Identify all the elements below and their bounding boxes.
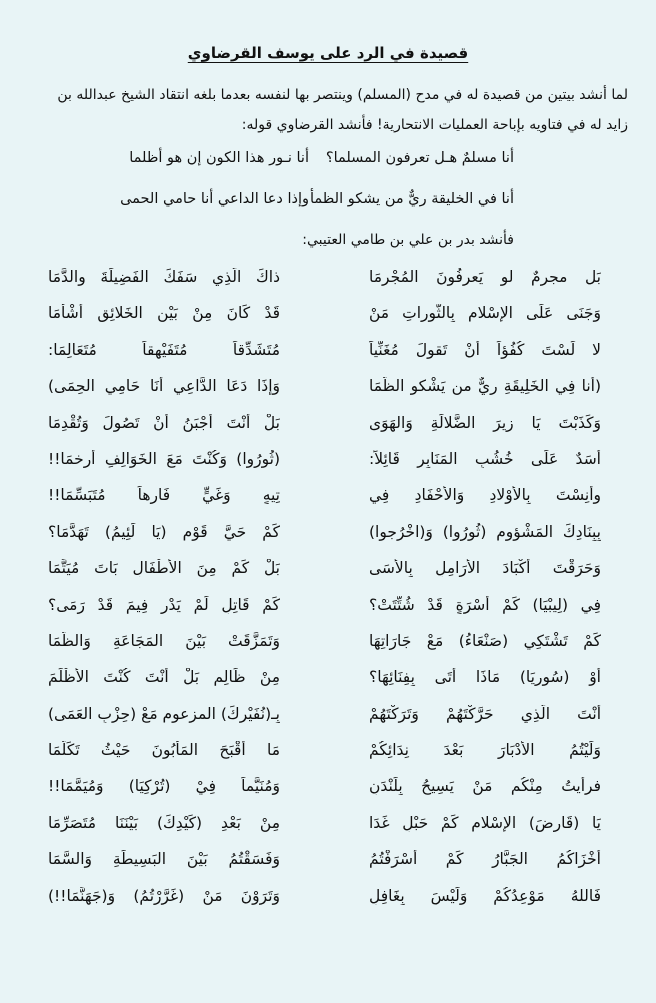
page-title: قصيدة في الرد على يوسف القرضاوي xyxy=(187,44,469,62)
verse-row xyxy=(0,262,656,298)
verse-first-hemistich: أَسَدٌ عَلَى خُشُبِ المَنَابِرِ قَائِلاً: xyxy=(369,449,601,468)
verse-row xyxy=(0,371,656,407)
verse-first-hemistich: أَوْ (سُورِيَا) مَاذَا أَتَى بِفِنَائِهَا؟ xyxy=(369,668,601,687)
verse-row xyxy=(0,735,656,771)
verse-second-hemistich: وَتَرَوْنَ مَنْ (غَرَّرْتُمُ) وَ(جَهَنَّمَا!!) xyxy=(48,886,280,905)
verse-row xyxy=(0,662,656,698)
verse-second-hemistich: وَفَسَقْتُمُ بَيْنَ البَسِيطَةِ وَالسَّمَا xyxy=(48,850,280,869)
verse-first-hemistich: فَاللهُ مَوْعِدُكُمْ وَلَيْسَ بِغَافِلٍ xyxy=(369,886,601,905)
verse-first-hemistich: أنا مسلمٌ هـل تعرفون المسلما؟ xyxy=(325,150,514,166)
verse-second-hemistich: بِـ(نُفَيْرِكَ) المزعوم مَعْ (حِزْبِ العَمَى) xyxy=(48,704,280,723)
verse-row xyxy=(0,553,656,589)
verse-second-hemistich: أنا نـور هذا الكون إن هو أظلما xyxy=(129,150,309,166)
verse-second-hemistich: بَلْ كَمْ مِنَ الأَطْفَالِ بَاتَ مُيَتَّمَا xyxy=(48,559,280,578)
intro-paragraph xyxy=(28,80,628,140)
verse-row xyxy=(0,408,656,444)
verse-row xyxy=(0,808,656,844)
verse-second-hemistich: بَلْ أَنْتَ أَجْبَنُ أَنْ تَصُولَ وَتُقْدِمَا xyxy=(48,413,280,432)
attribution-line: فأنشد بدر بن علي بن طامي العتيبي: xyxy=(302,232,514,248)
verse-first-hemistich: بَل مجرمٌ لو يَعرِفُونَ المُجْرِمَا xyxy=(369,268,601,286)
verse-row xyxy=(0,191,656,232)
verse-row xyxy=(0,517,656,553)
verse-first-hemistich: أنا في الخليقة ريٌّ من يشكو الظمأ xyxy=(309,191,514,207)
verse-first-hemistich: لا لَسْتَ كُفُؤاً أَنْ تَقولَ مُغَنِّياً xyxy=(369,340,601,359)
verse-first-hemistich: (أَنا فِي الخَلِيقَةِ رِيٌّ من يَشْكو الظَّمَا xyxy=(369,377,601,396)
verse-row xyxy=(0,881,656,917)
verse-row xyxy=(0,298,656,334)
verse-row xyxy=(0,771,656,807)
verse-second-hemistich: مِنْ بَعْدِ (كَيْدِكَ) بَيْنَنَا مُتَصَرِّمَا xyxy=(48,813,280,832)
response-verses xyxy=(0,262,656,917)
verse-row xyxy=(0,626,656,662)
verse-row xyxy=(0,150,656,191)
verse-row xyxy=(0,335,656,371)
verse-second-hemistich: مِنْ ظَالِمٍ بَلْ أَنْتَ كُنْتَ الأَظْلَمَ xyxy=(48,668,280,687)
verse-second-hemistich: وإذا دعا الداعي أنا حامي الحمى xyxy=(120,191,309,207)
verse-row xyxy=(0,444,656,480)
verse-second-hemistich: تِيهٍ وَغَيٍّ فَارِهاً مُتَبَسِّمَا!! xyxy=(48,486,280,505)
verse-second-hemistich: كَمْ قَاتِلٍ لَمْ يَدْرِ فِيمَ قَدْ رَمَى؟ xyxy=(48,595,280,614)
verse-row xyxy=(0,699,656,735)
verse-first-hemistich: فِي (لِيبْيَا) كَمْ أُسْرَةٍ قَدْ شُتِّتَتْ؟ xyxy=(369,595,601,614)
verse-second-hemistich: (ثُورُوا) وَكُنْتَ مَعَ الخَوَالِفِ أرخمَا!! xyxy=(48,449,280,468)
intro-line: لما أنشد بيتين من قصيدة له في مدح (المسلم) وينتصر بها لنفسه بعدما بلغه انتقاد الشيخ عبدالله بن xyxy=(57,87,628,103)
verse-second-hemistich: ذاكَ الَّذِي سَفَكَ الفَضِيلَةَ والدَّمَا xyxy=(48,268,280,286)
verse-second-hemistich: وَإِذَا دَعَا الدَّاعِي أَنَا حَامِي الحِمَى) xyxy=(48,377,280,396)
verse-second-hemistich: مَا أَقْبَحَ المَأْبُونَ حَيْثُ تَكَلَّمَا xyxy=(48,741,280,760)
verse-second-hemistich: وَتَمَزَّقَتْ بَيْنَ المَجَاعَةِ وَالظَّمَا xyxy=(48,631,280,650)
verse-second-hemistich: مُتَشَدِّقاً مُتَفَيْهِقاً مُتَعَالِمَا: xyxy=(48,340,280,359)
verse-second-hemistich: وَمُنَيَّماً فِيْ (تُرْكِيَا) وَمُيَمَّمَا!! xyxy=(48,777,280,796)
verse-first-hemistich: أَخْزَاكُمُ الجَبَّارُ كَمْ أَسْرَفْتُمُ xyxy=(369,850,601,869)
verse-row xyxy=(0,480,656,516)
qaradawi-verses xyxy=(0,150,656,232)
verse-first-hemistich: بِبِنَادِكَ المَشْؤومِ (ثُورُوا) وَ(اخْرُجوا) xyxy=(369,522,601,541)
verse-first-hemistich: فرأيتُ مِنْكُم مَنْ يَسِيحُ بِلَنْدَنٍ xyxy=(369,777,601,796)
verse-first-hemistich: وَجَنَى عَلَى الإِسْلامِ بِالثَّوراتِ مَنْ xyxy=(369,304,601,323)
verse-row xyxy=(0,844,656,880)
verse-first-hemistich: وَكَذَبْتَ يَا زِيرَ الضَّلالَةِ وَالهَوَى xyxy=(369,413,601,432)
intro-line: زايد له في فتاويه بإباحة العمليات الانتحارية! فأنشد القرضاوي قوله: xyxy=(241,117,628,133)
verse-second-hemistich: كَمْ حَيَّ قَوْمٍ (يَا لَئِيمُ) تَهَدَّمَا؟ xyxy=(48,522,280,541)
verse-row xyxy=(0,590,656,626)
verse-first-hemistich: يَا (قَارِضَ) الإِسْلامِ كَمْ حَبْلٍ غَدَا xyxy=(369,813,601,832)
verse-first-hemistich: وَحَرَقْتَ أَكْبَادَ الأَرَامِلِ بِالأَسَى xyxy=(369,559,601,578)
verse-first-hemistich: كَمْ تَشْتَكِي (صَنْعَاءُ) مَعْ جَارَاتِهَا xyxy=(369,631,601,650)
verse-first-hemistich: وأنِسْتَ بِالأَوْلادِ وَالأَحْفَادِ فِي xyxy=(369,486,601,505)
verse-second-hemistich: قَدْ كَانَ مِنْ بَيْنِ الخَلائِقِ أَشْأَمَا xyxy=(48,304,280,323)
verse-first-hemistich: وَلَيْتُمُ الأَدْبَارَ بَعْدَ نِدَائِكُمْ xyxy=(369,741,601,760)
verse-first-hemistich: أَنْتَ الَّذِي حَرَّكْتَهُمْ وَتَرَكْتَهُمْ xyxy=(369,704,601,723)
